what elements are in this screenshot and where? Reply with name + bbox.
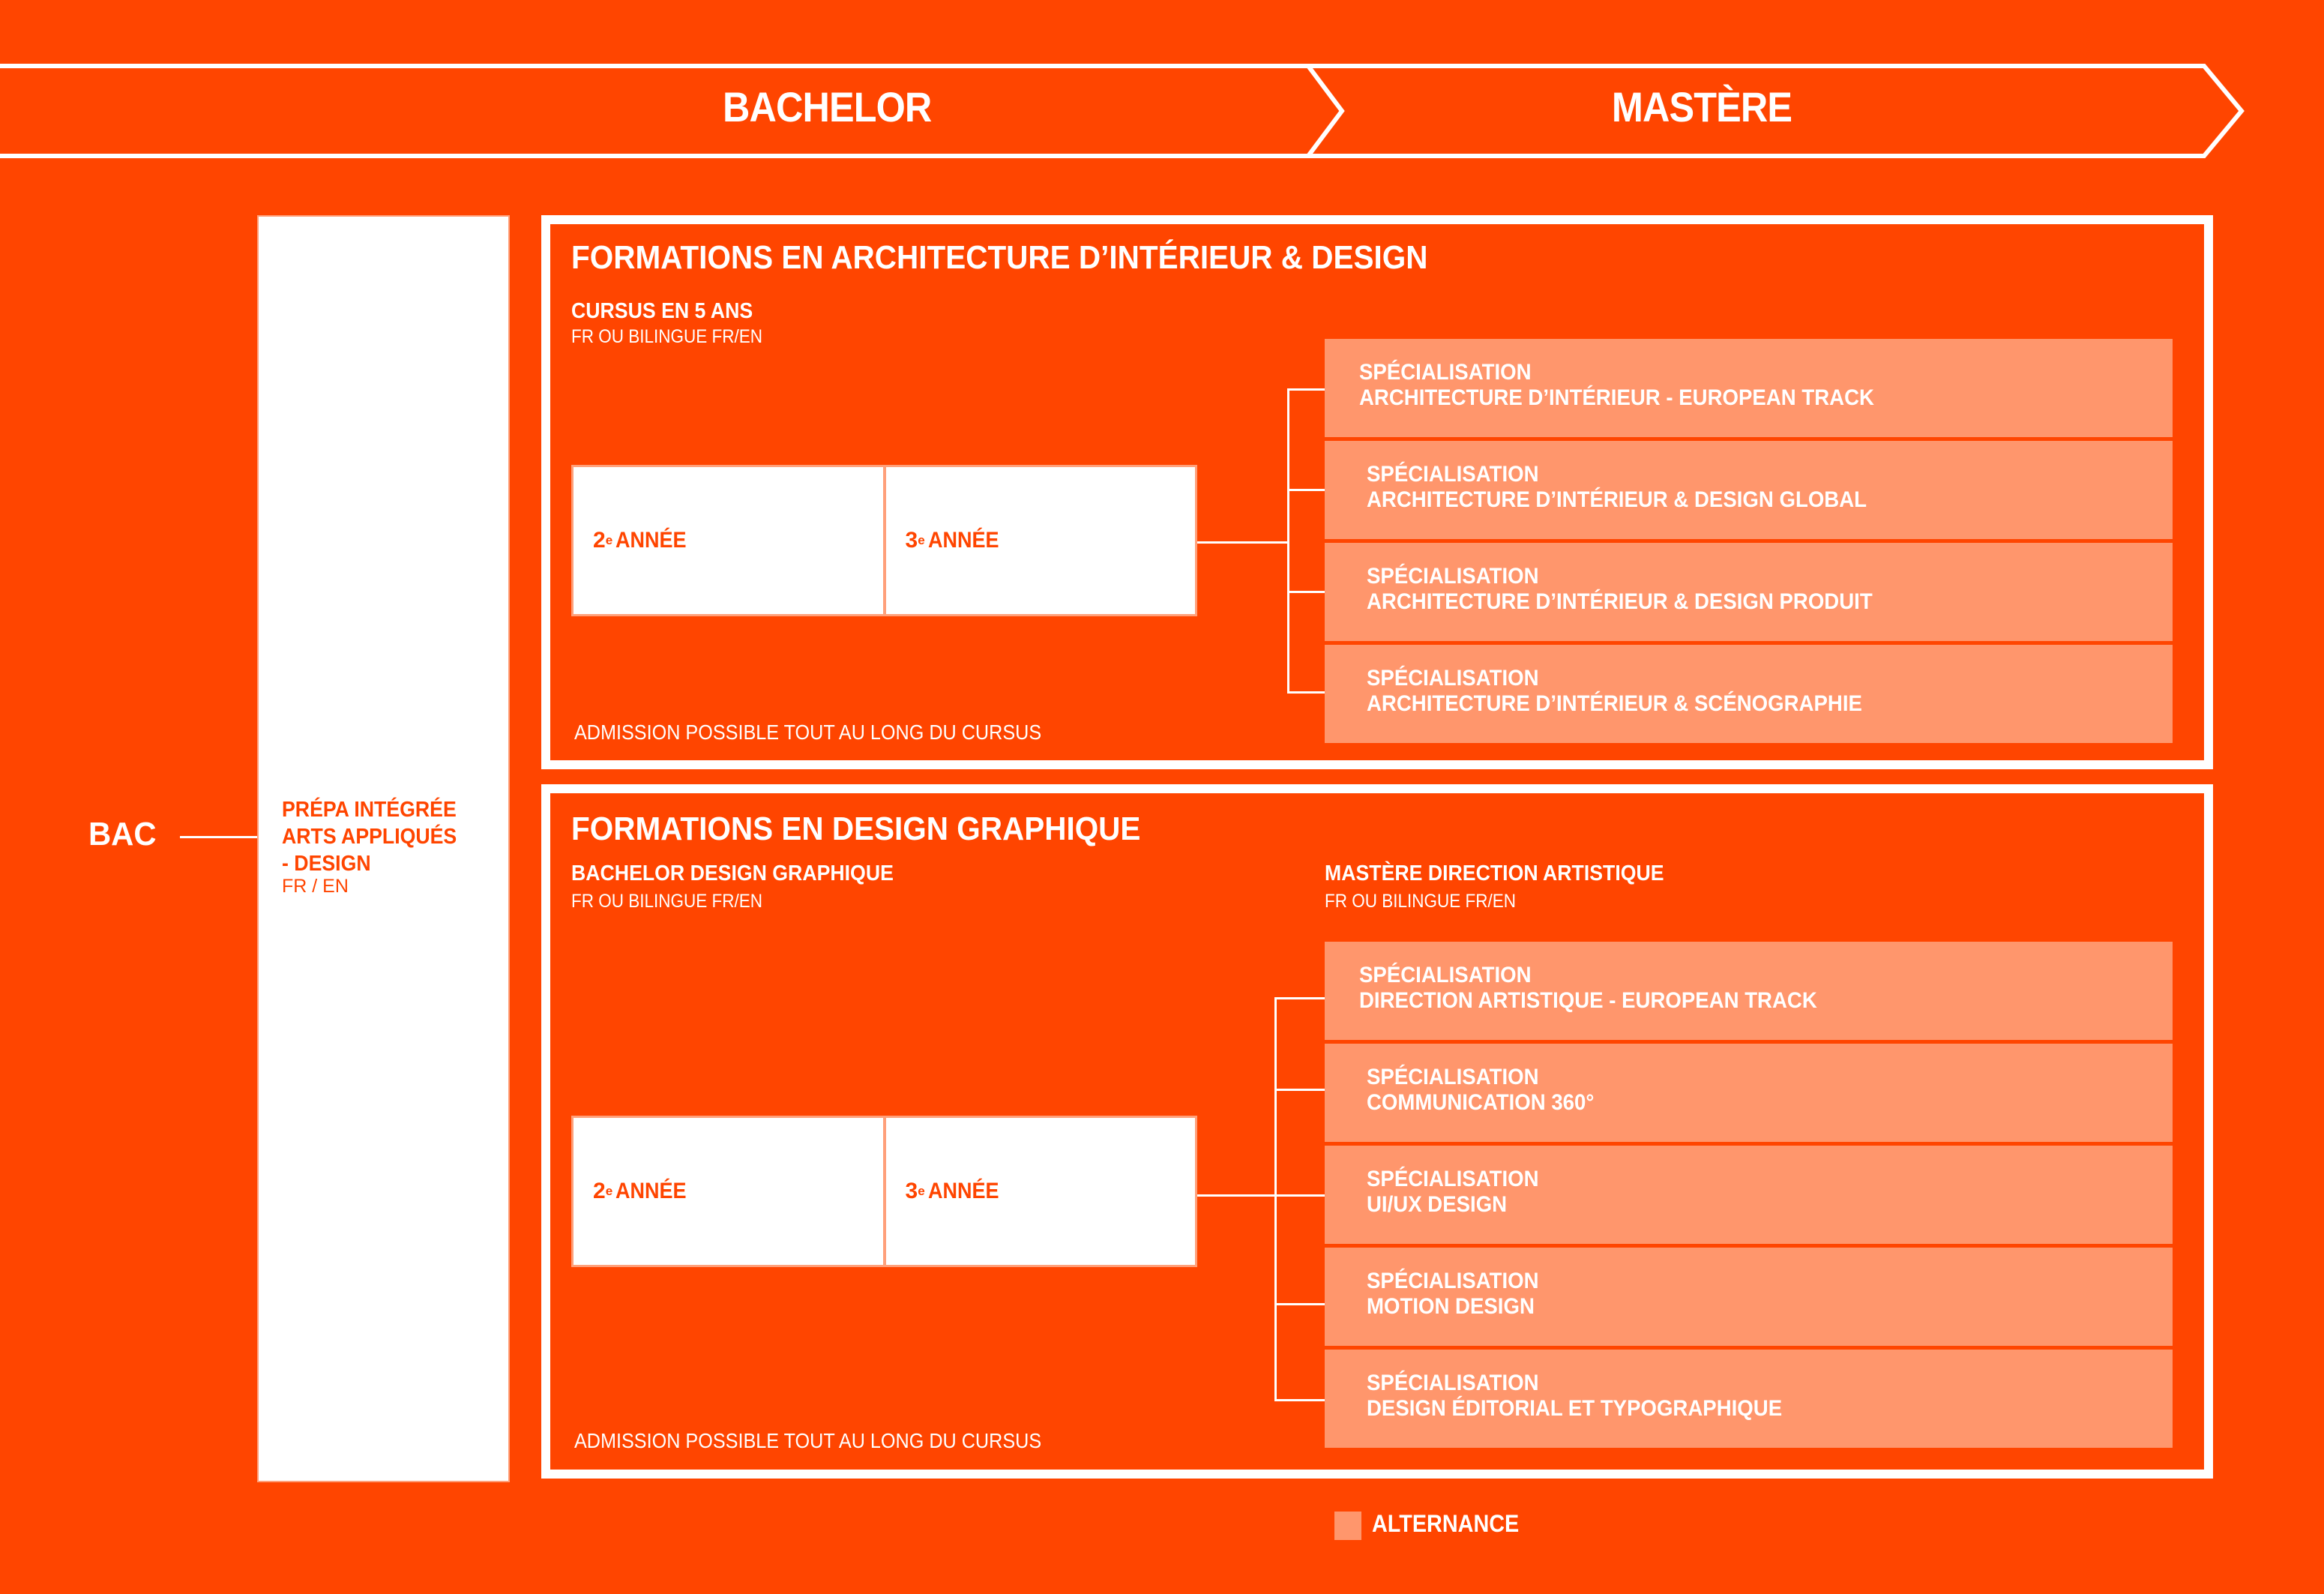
connector-line	[1287, 591, 1325, 593]
legend-label: ALTERNANCE	[1372, 1510, 1520, 1537]
connector-line	[1274, 997, 1277, 1401]
connector-line	[1287, 388, 1289, 693]
year-number: 3	[905, 528, 918, 553]
connector-line	[1287, 691, 1325, 694]
spec-heading: SPÉCIALISATION	[1367, 462, 1539, 487]
year-label: ANNÉE	[927, 1179, 999, 1203]
admission-note: ADMISSION POSSIBLE TOUT AU LONG DU CURSUS	[574, 1429, 1042, 1452]
spec-heading: SPÉCIALISATION	[1359, 963, 1532, 987]
specialization-box	[1325, 1044, 2173, 1142]
admission-note: ADMISSION POSSIBLE TOUT AU LONG DU CURSUS	[574, 721, 1042, 744]
spec-heading: SPÉCIALISATION	[1367, 564, 1539, 589]
year-2	[574, 467, 883, 614]
spec-name: DIRECTION ARTISTIQUE - EUROPEAN TRACK	[1359, 988, 1817, 1013]
bachelor-title: CURSUS EN 5 ANS	[571, 299, 753, 323]
year-boxes	[571, 1116, 1197, 1267]
spec-heading: SPÉCIALISATION	[1367, 1269, 1539, 1293]
bac-label: BAC	[88, 816, 157, 852]
stage-label-bachelor: BACHELOR	[723, 83, 932, 130]
master-title: MASTÈRE DIRECTION ARTISTIQUE	[1325, 861, 1664, 885]
connector-line	[1274, 1194, 1325, 1197]
specialization-box	[1325, 942, 2173, 1040]
year-number: 2	[593, 1179, 606, 1203]
spec-name: UI/UX DESIGN	[1367, 1192, 1508, 1217]
spec-heading: SPÉCIALISATION	[1367, 1065, 1539, 1089]
spec-heading: SPÉCIALISATION	[1359, 360, 1532, 385]
bachelor-language-note: FR OU BILINGUE FR/EN	[571, 326, 763, 347]
connector-line	[1287, 489, 1325, 491]
year-3	[883, 467, 1196, 614]
section-title: FORMATIONS EN DESIGN GRAPHIQUE	[571, 810, 1141, 847]
year-suffix: e	[605, 1184, 613, 1198]
specialization-box	[1325, 1146, 2173, 1244]
spec-heading: SPÉCIALISATION	[1367, 1371, 1539, 1395]
year-3	[883, 1118, 1196, 1265]
spec-name: ARCHITECTURE D’INTÉRIEUR & SCÉNOGRAPHIE	[1367, 691, 1862, 716]
prepa-title-line: - DESIGN	[282, 852, 371, 876]
legend-swatch-alternance	[1334, 1512, 1361, 1540]
specialization-box	[1325, 645, 2173, 743]
spec-name: ARCHITECTURE D’INTÉRIEUR - EUROPEAN TRACK	[1359, 385, 1874, 410]
specialization-box	[1325, 543, 2173, 641]
spec-heading: SPÉCIALISATION	[1367, 666, 1539, 691]
specialization-box	[1325, 339, 2173, 437]
prepa-title-line: ARTS APPLIQUÉS	[282, 825, 457, 849]
bachelor-arrow-outline	[0, 66, 1342, 156]
year-2	[574, 1118, 883, 1265]
bac-connector	[180, 836, 257, 838]
spec-name: ARCHITECTURE D’INTÉRIEUR & DESIGN PRODUIT	[1367, 589, 1873, 614]
spec-name: ARCHITECTURE D’INTÉRIEUR & DESIGN GLOBAL	[1367, 487, 1867, 512]
year-suffix: e	[918, 533, 925, 547]
spec-name: MOTION DESIGN	[1367, 1294, 1535, 1319]
year-label: ANNÉE	[927, 528, 999, 553]
year-label: ANNÉE	[615, 1179, 687, 1203]
stage-band	[0, 60, 2324, 165]
prepa-title	[282, 796, 489, 877]
connector-line	[1274, 1089, 1325, 1091]
year-boxes	[571, 465, 1197, 616]
bachelor-language-note: FR OU BILINGUE FR/EN	[571, 891, 763, 912]
specialization-box	[1325, 1350, 2173, 1448]
prepa-title-line: PRÉPA INTÉGRÉE	[282, 798, 457, 822]
connector-line	[1274, 1399, 1325, 1401]
year-number: 2	[593, 528, 606, 553]
year-suffix: e	[605, 533, 613, 547]
spec-heading: SPÉCIALISATION	[1367, 1167, 1539, 1191]
section-title: FORMATIONS EN ARCHITECTURE D’INTÉRIEUR & DESIGN	[571, 239, 1428, 276]
connector-line	[1197, 541, 1287, 544]
year-label: ANNÉE	[615, 528, 687, 553]
connector-line	[1274, 1303, 1325, 1305]
connector-line	[1274, 997, 1325, 999]
connector-line	[1197, 1194, 1274, 1197]
stage-label-mastere: MASTÈRE	[1611, 83, 1792, 130]
connector-line	[1287, 388, 1325, 391]
specialization-box	[1325, 441, 2173, 539]
bachelor-title: BACHELOR DESIGN GRAPHIQUE	[571, 861, 894, 885]
prepa-languages: FR / EN	[282, 876, 349, 897]
spec-name: DESIGN ÉDITORIAL ET TYPOGRAPHIQUE	[1367, 1396, 1783, 1421]
spec-name: COMMUNICATION 360°	[1367, 1090, 1595, 1115]
specialization-box	[1325, 1248, 2173, 1346]
master-language-note: FR OU BILINGUE FR/EN	[1325, 891, 1517, 912]
year-number: 3	[905, 1179, 918, 1203]
year-suffix: e	[918, 1184, 925, 1198]
